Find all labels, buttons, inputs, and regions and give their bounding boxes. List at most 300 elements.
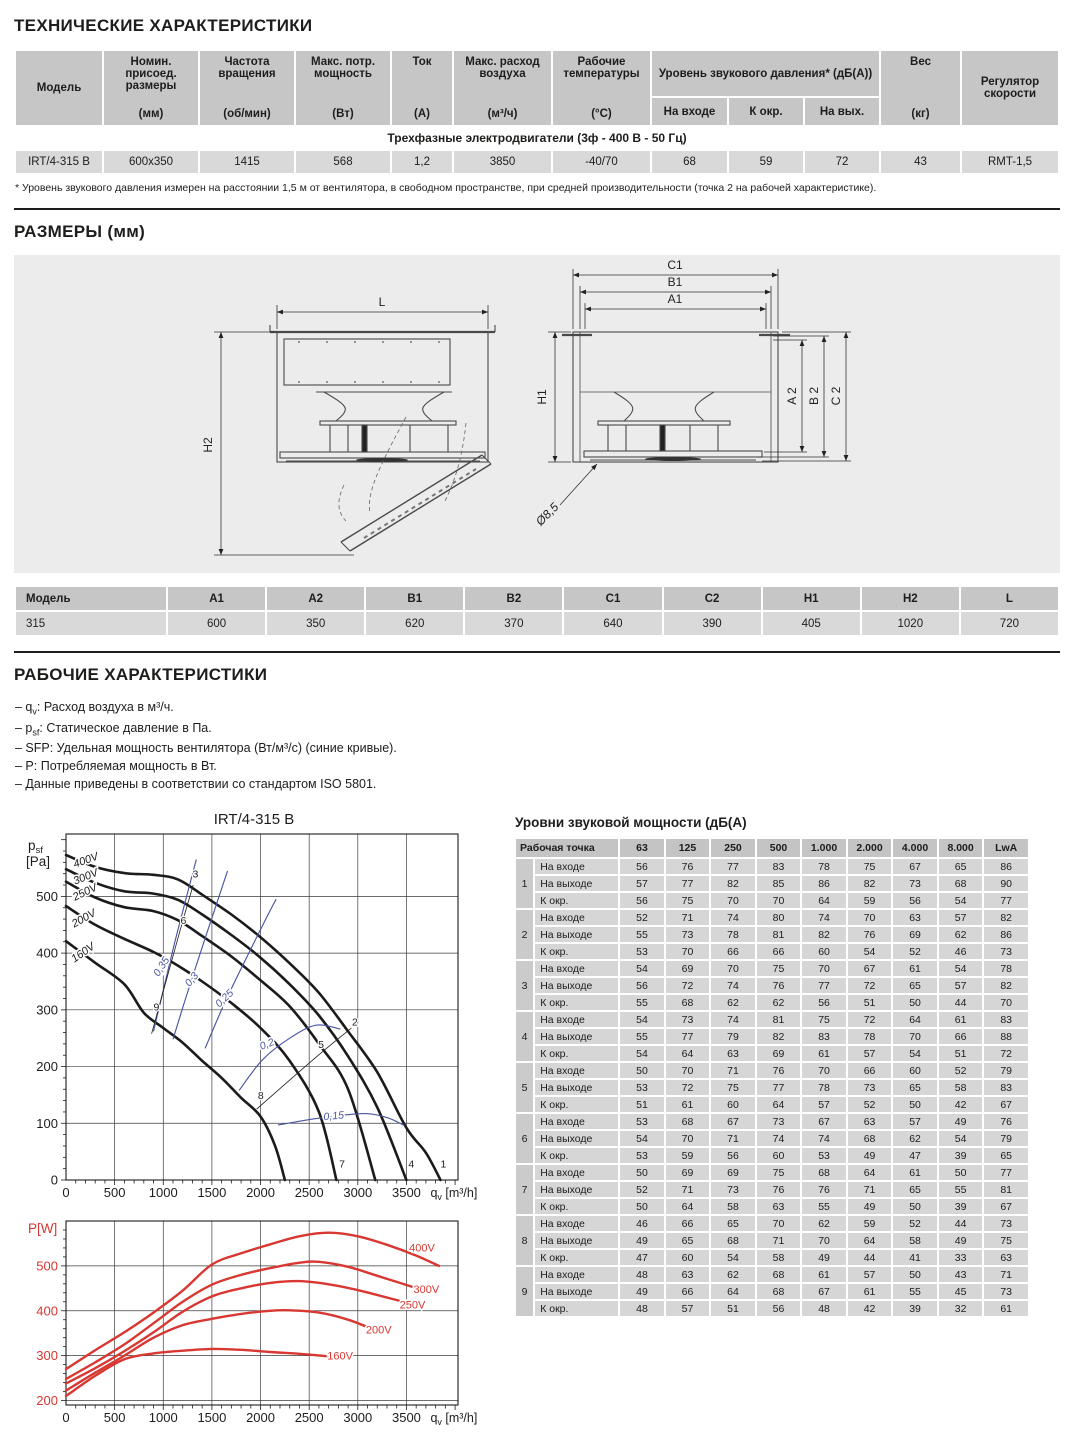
sound-level-value: 73 [711,1182,755,1197]
measurement-position-label: На входе [535,1063,618,1078]
sound-level-value: 58 [939,1080,983,1095]
sound-level-value: 65 [939,859,983,874]
sound-level-value: 74 [711,910,755,925]
sound-level-value: 72 [848,1012,892,1027]
sound-level-value: 76 [984,1114,1028,1129]
svg-text:2000: 2000 [246,1185,276,1201]
svg-text:0: 0 [62,1185,70,1201]
sound-level-value: 42 [848,1301,892,1316]
dim-label-L: L [378,295,386,309]
svg-text:300: 300 [36,1348,58,1364]
sound-level-value: 44 [939,995,983,1010]
sound-level-value: 70 [666,1131,710,1146]
measurement-position-label: На входе [535,1114,618,1129]
dim-label-C1: C1 [667,258,683,272]
sound-level-value: 82 [711,876,755,891]
svg-text:8: 8 [257,1090,264,1103]
svg-text:2: 2 [351,1017,358,1030]
sound-level-value: 47 [620,1250,664,1265]
col-header-sound-group: Уровень звукового давления* (дБ(А)) [652,51,879,96]
sound-level-value: 70 [984,995,1028,1010]
sound-level-value: 55 [620,995,664,1010]
sound-level-value: 70 [757,1216,801,1231]
sound-level-value: 68 [848,1131,892,1146]
sound-level-value: 53 [620,944,664,959]
sound-level-value: 90 [984,876,1028,891]
sound-level-value: 47 [893,1148,937,1163]
sound-level-value: 76 [757,1182,801,1197]
sound-level-value: 52 [620,1182,664,1197]
point-number: 9 [516,1267,533,1316]
svg-text:400V: 400V [409,1242,435,1255]
sound-level-value: 67 [893,859,937,874]
svg-text:400V: 400V [71,851,101,872]
left-side-view [270,325,495,551]
subheader-inlet: На входе [652,98,727,125]
measurement-position-label: На входе [535,1216,618,1231]
sound-level-value: 69 [711,1165,755,1180]
cell-model: IRT/4-315 B [16,151,102,173]
sound-level-value: 53 [620,1148,664,1163]
sound-level-value: 59 [666,1148,710,1163]
left-view-dimensions [214,305,488,555]
sound-level-value: 81 [757,1012,801,1027]
sound-level-value: 56 [620,859,664,874]
sound-level-value: 67 [802,1284,846,1299]
sound-level-value: 50 [620,1063,664,1078]
measurement-position-label: На выходе [535,927,618,942]
sound-level-value: 52 [620,910,664,925]
svg-text:5: 5 [318,1039,324,1052]
sound-level-value: 62 [711,995,755,1010]
y-axis-unit: [Pa] [26,854,51,870]
sound-level-value: 57 [666,1301,710,1316]
sound-level-value: 62 [893,1131,937,1146]
sound-level-value: 56 [802,995,846,1010]
dimension-drawing-panel [14,255,1060,573]
sound-level-value: 63 [984,1250,1028,1265]
measurement-position-label: К окр. [535,1046,618,1061]
sound-level-value: 61 [666,1097,710,1112]
snd-col-point: Рабочая точка [516,839,618,857]
sound-level-value: 58 [893,1233,937,1248]
technical-table [14,49,1060,175]
sound-table-row [516,1233,1028,1248]
sound-level-value: 78 [984,961,1028,976]
cell-sound-outlet: 72 [805,151,879,173]
sound-table-row [516,1199,1028,1214]
sound-table-row [516,961,1028,976]
dimensions-table [14,585,1060,637]
svg-text:0,2: 0,2 [257,1036,277,1054]
sound-level-value: 86 [984,927,1028,942]
sound-level-value: 78 [802,859,846,874]
front-view [562,332,790,462]
sound-level-value: 45 [939,1284,983,1299]
sound-level-value: 52 [848,1097,892,1112]
cell-rpm: 1415 [200,151,294,173]
measurement-position-label: К окр. [535,944,618,959]
sound-level-value: 54 [939,961,983,976]
sound-level-value: 73 [984,1284,1028,1299]
dim-cell-a1: 600 [168,612,265,635]
sound-level-value: 65 [893,1080,937,1095]
sound-level-value: 71 [984,1267,1028,1282]
sound-level-value: 64 [666,1046,710,1061]
sound-level-value: 70 [666,1063,710,1078]
sound-level-value: 61 [848,1284,892,1299]
sound-level-value: 69 [666,1165,710,1180]
sound-level-value: 76 [757,978,801,993]
sound-level-value: 76 [666,859,710,874]
sound-level-value: 81 [757,927,801,942]
sound-level-value: 66 [757,944,801,959]
point-number: 7 [516,1165,533,1214]
tech-data-row [16,151,1058,173]
snd-col-lwa: LwA [984,839,1028,857]
sound-level-value: 49 [802,1250,846,1265]
sound-level-value: 46 [939,944,983,959]
measurement-position-label: К окр. [535,893,618,908]
dim-cell-b2: 370 [465,612,562,635]
col-header-current: Ток (А) [392,51,452,125]
measurement-position-label: На входе [535,859,618,874]
svg-text:3500: 3500 [391,1185,421,1201]
sound-power-table [514,837,1030,1318]
sound-level-value: 86 [802,876,846,891]
sound-level-value: 61 [802,1267,846,1282]
col-header-temp: Рабочие температуры (°С) [553,51,650,125]
sound-level-value: 76 [757,1063,801,1078]
y-axis-label: P[W] [28,1221,58,1237]
dim-label-H1: H1 [535,389,549,405]
sound-level-value: 54 [893,1046,937,1061]
sound-level-value: 71 [666,910,710,925]
sound-level-value: 50 [620,1165,664,1180]
sound-level-value: 78 [711,927,755,942]
sound-level-value: 75 [757,961,801,976]
svg-text:0: 0 [50,1172,58,1188]
sound-table-row [516,1148,1028,1163]
subheader-outlet: На вых. [805,98,879,125]
svg-text:400: 400 [36,946,58,962]
sound-level-value: 71 [757,1233,801,1248]
sound-level-value: 73 [893,876,937,891]
sound-table-row [516,1114,1028,1129]
sound-level-value: 48 [620,1267,664,1282]
sound-level-value: 67 [848,961,892,976]
sound-level-value: 64 [802,893,846,908]
sound-level-value: 74 [802,910,846,925]
sound-level-value: 71 [711,1063,755,1078]
sound-level-value: 54 [620,961,664,976]
dimension-labels [201,258,843,529]
sound-level-value: 65 [893,1182,937,1197]
sound-table-row [516,1182,1028,1197]
measurement-position-label: К окр. [535,1250,618,1265]
sound-level-value: 68 [802,1165,846,1180]
svg-text:1000: 1000 [148,1185,178,1201]
point-number: 1 [516,859,533,908]
plot-border [66,834,458,1180]
sound-level-value: 53 [620,1080,664,1095]
cell-weight: 43 [881,151,960,173]
sound-level-value: 51 [848,995,892,1010]
sound-level-value: 65 [893,978,937,993]
dim-data-row [16,612,1058,635]
sound-level-value: 64 [666,1199,710,1214]
svg-text:160V: 160V [69,941,98,966]
sound-level-value: 39 [893,1301,937,1316]
snd-col-2000: 2.000 [848,839,892,857]
sound-level-value: 50 [893,1267,937,1282]
note-item: – P: Потребляемая мощность в Вт. [15,759,217,774]
curve-250V [66,1282,408,1384]
dim-col-a1: A1 [168,587,265,610]
sound-level-value: 70 [711,893,755,908]
sound-footnote: * Уровень звукового давления измерен на расстоянии 1,5 м от вентилятора, в свободном пространстве, при средней производительности (точка 2 на рабочей характеристике). [15,182,877,194]
sound-level-value: 73 [666,927,710,942]
sound-level-value: 42 [939,1097,983,1112]
svg-text:400: 400 [36,1303,58,1319]
dim-col-h2: H2 [862,587,959,610]
sound-level-value: 68 [666,995,710,1010]
note-item: – Данные приведены в соответствии со стандартом ISO 5801. [15,777,377,792]
sound-level-value: 57 [893,1114,937,1129]
sound-level-value: 71 [666,1182,710,1197]
sound-level-value: 39 [939,1148,983,1163]
sound-level-value: 64 [893,1012,937,1027]
sound-level-value: 54 [939,1131,983,1146]
sound-table-row [516,1216,1028,1231]
sound-level-value: 86 [984,859,1028,874]
sound-level-value: 60 [893,1063,937,1078]
svg-text:100: 100 [36,1116,58,1132]
axis-ticks [61,1230,455,1410]
sound-level-value: 39 [939,1199,983,1214]
measurement-position-label: На выходе [535,1029,618,1044]
sound-level-value: 77 [984,1165,1028,1180]
sound-table-row [516,978,1028,993]
sound-level-value: 57 [802,1097,846,1112]
dim-cell-c1: 640 [564,612,661,635]
sound-level-value: 50 [893,995,937,1010]
curve-400V [66,1233,439,1369]
sound-level-value: 83 [984,1080,1028,1095]
sound-level-value: 77 [711,859,755,874]
sound-level-value: 64 [757,1097,801,1112]
sound-level-value: 79 [984,1063,1028,1078]
sound-level-value: 46 [620,1216,664,1231]
curve-400V [66,855,441,1180]
dimension-drawing [14,255,1060,573]
snd-col-63: 63 [620,839,664,857]
sound-level-value: 82 [802,927,846,942]
sound-level-value: 62 [711,1267,755,1282]
sound-level-value: 75 [711,1080,755,1095]
svg-text:200: 200 [36,1393,58,1409]
y-axis-label: $p_{sf}$ [28,838,43,857]
cell-current: 1,2 [392,151,452,173]
sound-level-value: 77 [666,1029,710,1044]
sound-level-value: 61 [939,1012,983,1027]
col-header-power: Макс. потр. мощность (Вт) [296,51,390,125]
dim-col-b2: B2 [465,587,562,610]
svg-text:250V: 250V [70,882,100,905]
svg-text:300: 300 [36,1002,58,1018]
sound-level-value: 70 [757,893,801,908]
sound-level-value: 85 [757,876,801,891]
svg-text:200V: 200V [365,1325,392,1338]
sound-table-row [516,1267,1028,1282]
sound-table-row [516,1046,1028,1061]
sound-level-value: 82 [757,1029,801,1044]
dim-cell-model: 315 [16,612,166,635]
sound-level-value: 73 [984,944,1028,959]
sound-table-row [516,1284,1028,1299]
svg-text:1500: 1500 [197,1185,227,1201]
sound-level-value: 66 [666,1284,710,1299]
performance-row [14,807,1060,1442]
sound-level-value: 58 [757,1250,801,1265]
sound-level-value: 66 [711,944,755,959]
power-chart [14,1213,484,1437]
sound-level-value: 50 [893,1097,937,1112]
measurement-position-label: На выходе [535,1080,618,1095]
sound-level-value: 49 [848,1199,892,1214]
dim-col-h1: H1 [763,587,860,610]
sound-level-value: 88 [984,1029,1028,1044]
svg-text:0,25: 0,25 [213,987,237,1011]
x-axis-label: $q_v$ [m³/h] [430,1186,478,1203]
sound-level-value: 55 [620,927,664,942]
sound-column [514,807,1030,1318]
fan-curves [66,855,441,1180]
col-header-airflow: Макс. расход воздуха (м³/ч) [454,51,551,125]
measurement-position-label: На входе [535,910,618,925]
sound-level-value: 74 [711,1012,755,1027]
sound-level-value: 75 [984,1233,1028,1248]
sound-level-value: 69 [893,927,937,942]
section-divider [14,651,1060,653]
sound-level-value: 57 [848,1046,892,1061]
sound-level-value: 69 [757,1046,801,1061]
sound-level-value: 44 [848,1250,892,1265]
sound-table-row [516,893,1028,908]
measurement-position-label: К окр. [535,1097,618,1112]
svg-text:2000: 2000 [246,1410,276,1426]
sound-level-value: 80 [757,910,801,925]
sound-level-value: 77 [802,978,846,993]
sound-level-value: 55 [802,1199,846,1214]
dim-cell-h1: 405 [763,612,860,635]
sound-level-value: 51 [620,1097,664,1112]
sound-level-value: 67 [984,1199,1028,1214]
sound-level-value: 77 [984,893,1028,908]
svg-text:0,15: 0,15 [323,1109,345,1124]
snd-col-8000: 8.000 [939,839,983,857]
curve-200V [66,906,336,1180]
cell-size: 600x350 [104,151,198,173]
measurement-position-label: На выходе [535,1182,618,1197]
sound-level-value: 73 [757,1114,801,1129]
sound-level-value: 61 [802,1046,846,1061]
sound-level-value: 72 [666,978,710,993]
measurement-position-label: На выходе [535,978,618,993]
sound-level-value: 75 [757,1165,801,1180]
sound-level-value: 74 [802,1131,846,1146]
dim-label-A1: A1 [667,292,683,306]
sound-level-value: 65 [711,1216,755,1231]
snd-col-1000: 1.000 [802,839,846,857]
sound-level-value: 68 [757,1267,801,1282]
sound-table-row [516,944,1028,959]
sound-level-value: 60 [802,944,846,959]
note-item: – $p_{sf}$: Статическое давление в Па. [15,720,212,738]
sound-level-value: 69 [666,961,710,976]
svg-text:6: 6 [180,915,187,928]
note-item: – $q_v$: Расход воздуха в м³/ч. [15,700,174,717]
sound-level-value: 71 [711,1131,755,1146]
sound-level-value: 54 [848,944,892,959]
sound-level-value: 70 [848,910,892,925]
sound-level-value: 44 [939,1216,983,1231]
curve-160V [66,942,285,1181]
dim-cell-c2: 390 [664,612,761,635]
col-header-rpm: Частота вращения (об/мин) [200,51,294,125]
sound-level-value: 63 [893,910,937,925]
sound-level-value: 60 [666,1250,710,1265]
fan-curves [66,1233,439,1396]
sound-table-title: Уровни звуковой мощности (дБ(А) [515,815,747,831]
sound-level-value: 50 [939,1165,983,1180]
svg-text:500: 500 [103,1185,126,1201]
dim-cell-h2: 1020 [862,612,959,635]
dim-label-hole: Ø8,5 [533,500,562,529]
sound-table-row [516,1029,1028,1044]
charts-column [14,807,492,1442]
sound-level-value: 52 [893,1216,937,1231]
sound-level-value: 70 [893,1029,937,1044]
sound-level-value: 63 [711,1046,755,1061]
svg-text:500: 500 [36,1258,58,1274]
sound-level-value: 41 [893,1250,937,1265]
dim-label-B2: B 2 [807,386,821,406]
dim-label-A2: A 2 [785,387,799,405]
sound-level-value: 60 [757,1148,801,1163]
measurement-position-label: На входе [535,961,618,976]
sound-table-row [516,995,1028,1010]
dims-section-title: РАЗМЕРЫ (мм) [14,222,146,241]
sound-level-value: 78 [802,1080,846,1095]
cell-sound-ambient: 59 [729,151,803,173]
sound-level-value: 64 [711,1284,755,1299]
snd-col-250: 250 [711,839,755,857]
sound-table-row [516,1097,1028,1112]
sound-level-value: 83 [757,859,801,874]
svg-text:3000: 3000 [343,1410,373,1426]
sound-level-value: 56 [893,893,937,908]
sound-level-value: 75 [848,859,892,874]
snd-col-500: 500 [757,839,801,857]
sound-level-value: 67 [984,1097,1028,1112]
sound-level-value: 72 [666,1080,710,1095]
sound-level-value: 68 [939,876,983,891]
dim-col-c2: C2 [664,587,761,610]
sound-table-row [516,876,1028,891]
sound-level-value: 83 [802,1029,846,1044]
dim-label-B1: B1 [667,275,683,289]
